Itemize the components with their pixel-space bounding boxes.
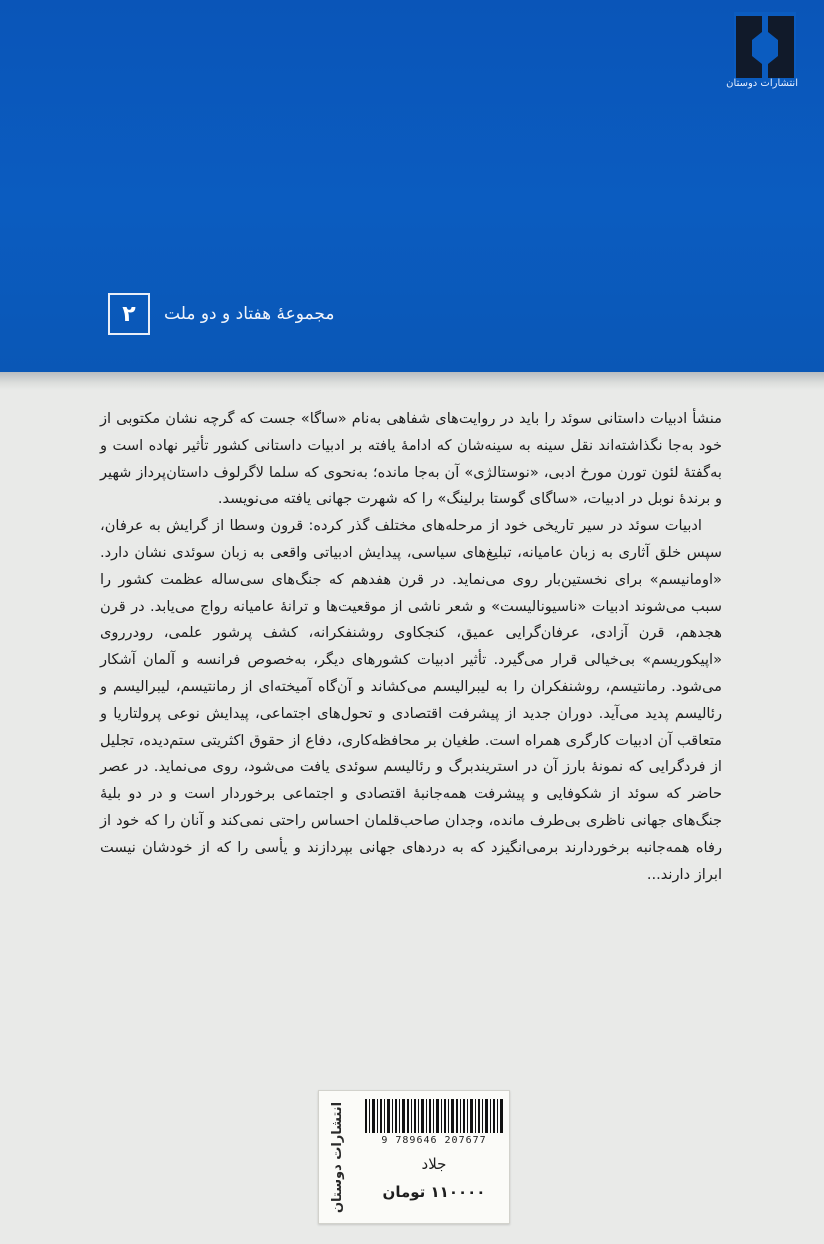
publisher-logo-icon [734, 12, 796, 82]
binding-type: جلاد [421, 1155, 447, 1173]
back-cover-blurb [100, 406, 722, 888]
series-number-box: ۲ [108, 293, 150, 335]
blurb-paragraph-2: ادبیات سوئد در سیر تاریخی خود از مرحله‌های مختلف گذر کرده: قرون وسطا از گرایش به عرفان، سپس خلق آثاری به زبان عامیانه، تبلیغ‌های سیاسی، پیدایش ادبیاتی واقعی به زبان سوئدی نشان دارد. «اومانیسم» برای نخستین‌بار روی می‌نماید. در قرن هفدهم که جنگ‌های سی‌ساله عظمت کشور را سبب می‌شوند ادبیات «ناسیونالیست» و شعر ناشی از موقعیت‌ها و ترانهٔ عامیانه رواج می‌یابد. در قرن هجدهم، قرن آزادی، عرفان‌گرایی عمیق، کنجکاوی روشنفکرانه، کشف پرشور علمی، رودرروی «اپیکوریسم» بی‌خیالی قرار می‌گیرد. تأثیر ادبیات کشورهای دیگر، به‌خصوص فرانسه و آلمان آشکار می‌شود. رمانتیسم، روشنفکران را به لیبرالیسم می‌کشاند و آن‌گاه آمیخته‌ای از رمانتیسم، لیبرالیسم و رئالیسم پدید می‌آید. دوران جدید از پیشرفت اقتصادی و تحول‌های اجتماعی، پیدایش نوعی پرولتاریا و متعاقب آن ادبیات کارگری همراه است. طغیان بر محافظه‌کاری، دفاع از حقوق اکثریتی ستم‌دیده، تجلیل از فردگرایی که نمونهٔ بارز آن در استریندبرگ و رئالیسم سوئدی یافت می‌شود، روی می‌نماید. در عصر حاضر که سوئد از شکوفایی و پیشرفت همه‌جانبهٔ اقتصادی و اجتماعی برخوردار است و در دو بلیهٔ جنگ‌های جهانی ناظری بی‌طرف مانده، وجدان صاحب‌قلمان احساس راحتی نمی‌کند و آنان را که خود از رفاه همه‌جانبه برخوردارند برمی‌انگیزد که به دردهای جهانی بپردازند و یأسی را که از خودشان نیست ابراز دارند... [100, 517, 722, 883]
series-heading [108, 292, 334, 336]
price-label: ۱۱۰۰۰۰ تومان [382, 1183, 486, 1201]
publisher-name: انتشارات دوستان [726, 78, 798, 89]
series-title: مجموعهٔ هفتاد و دو ملت [164, 304, 335, 324]
isbn-number: 9 789646 207677 [381, 1135, 487, 1146]
cover-blue-band [0, 0, 824, 372]
sticker-publisher-stamp [319, 1091, 357, 1223]
sticker-publisher-label: انتشارات دوستان [330, 1101, 346, 1213]
blurb-paragraph-1: منشأ ادبیات داستانی سوئد را باید در روایت‌های شفاهی به‌نام «ساگا» جست که گرچه نشان مکتوبی از خود به‌جا نگذاشته‌اند نقل سینه به سینه‌شان که ادامهٔ یافته بر ادبیات داستانی کشور تأثیر نهاده است و به‌گفتهٔ لئون تورن مورخ ادبی، «نوستالژی» آن به‌جا مانده؛ به‌نحوی که سلما لاگرلوف داستان‌پرداز شهیر و برندهٔ نوبل در ادبیات، «ساگای گوستا برلینگ» را که شهرت جهانی یافته می‌نویسد. [100, 410, 722, 508]
barcode-icon [363, 1099, 505, 1133]
price-sticker [318, 1090, 510, 1224]
band-shadow-divider [0, 372, 824, 390]
